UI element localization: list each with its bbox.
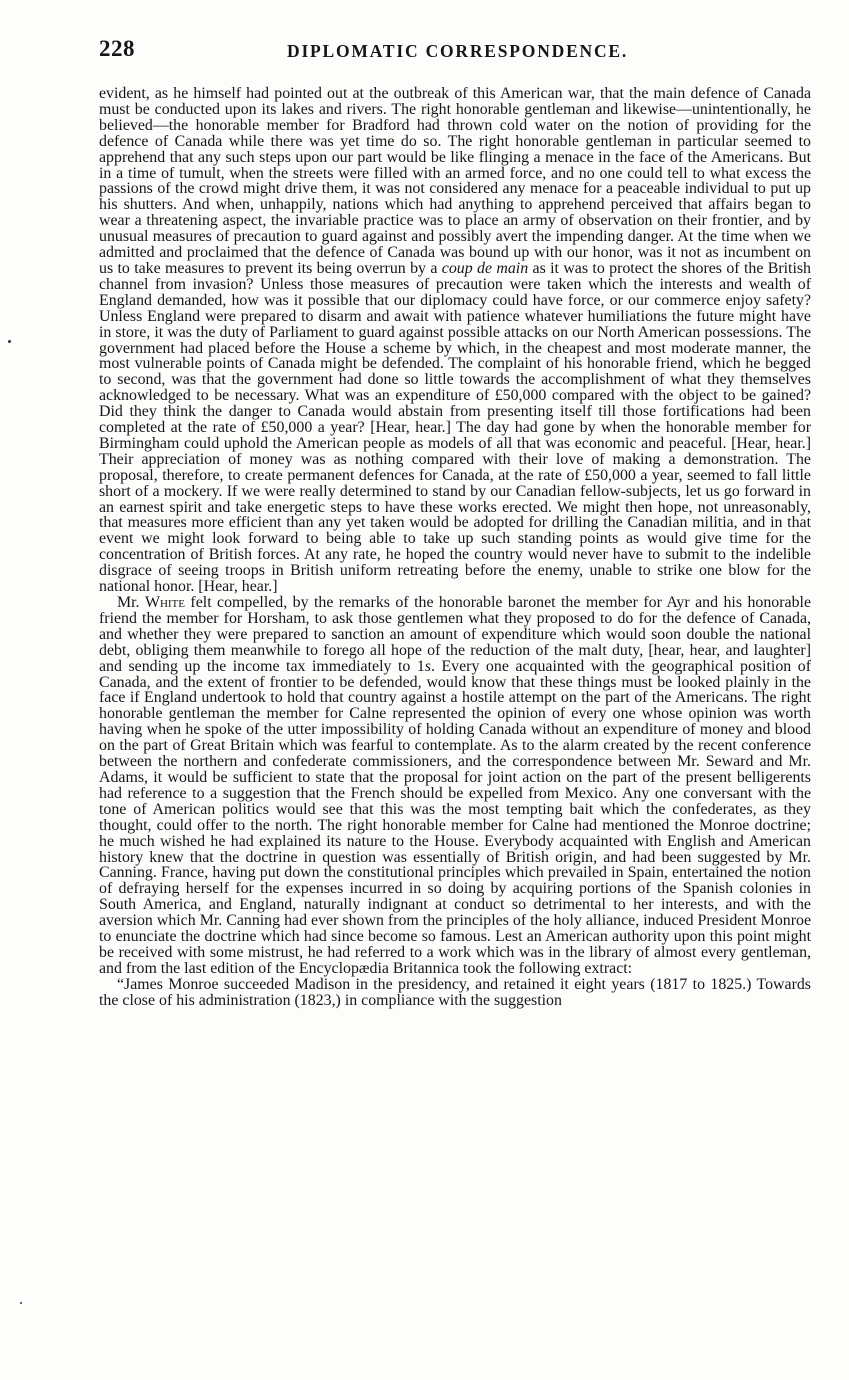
running-title: DIPLOMATIC CORRESPONDENCE. <box>287 41 629 61</box>
paragraph-2-text: felt compelled, by the remarks of the honorable baronet the member for Ayr and his honorable friend the member for Horsham, to ask those gentlemen what they proposed to do for the defence of Canada, and whether they were prepared to sanction an amount of expenditure which would soon double the national debt, obliging them meanwhile to forego all hope of the reduction of the malt duty, [hear, hear, and laughter] and sending up the income tax immediately to 1 <box>99 594 811 675</box>
paragraph-2-text-cont: . Every one acquainted with the geographical position of Canada, and the extent of frontier to be defended, would know that these things must be looked plainly in the face if England undertook to hold that country against a hostile attempt on the part of the Americans. The right honorable gentleman the member for Calne represented the opinion of every one whose opinion was worth having when he spoke of the utter impossibility of holding Canada without an expenditure of money and blood on the part of Great Britain which was fearful to contemplate. As to the alarm created by the recent conference between the northern and confederate commissioners, and the correspondence between Mr. Seward and Mr. Adams, it would be sufficient to state that the proposal for joint action on the part of the present belligerents had reference to a suggestion that the French should be expelled from Mexico. Any one conversant with the tone of American politics would see that this was the most tempting bait which the confederates, as they thought, could offer to the north. The right honorable member for Calne had mentioned the Monroe doctrine; he much wished he had explained its nature to the House. Everybody acquainted with English and American history knew that the doctrine in question was essentially of British origin, and had been suggested by Mr. Canning. France, having put down the constitutional principles which prevailed in Spain, entertained the notion of defraying herself for the expenses incurred in so doing by acquiring portions of the Spanish colonies in South America, and England, naturally indignant at conduct so detrimental to her interests, and with the aversion which Mr. Canning had ever shown from the principles of the holy alliance, induced President Monroe to enunciate the doctrine which had since become so famous. Lest an American authority upon this point might be received with some mistrust, he had referred to a work which was in the library of almost every gentleman, and from the last edition of the Encyclopædia Britannica took the following extract: <box>99 657 811 977</box>
print-speck <box>8 340 11 343</box>
paragraph-3-text: “James Monroe succeeded Madison in the presidency, and retained it eight years (1817 to 1825.) Towards the close of his administration (1823,) in compliance with the suggestion <box>99 975 811 1009</box>
paragraph-2-italic: s <box>424 657 431 675</box>
body-text <box>99 86 811 1009</box>
print-speck <box>20 1302 22 1304</box>
paragraph-3-quote <box>99 977 811 1009</box>
paragraph-1-text-cont: as it was to protect the shores of the British channel from invasion? Unless those measures of precaution were taken which the interests and wealth of England demanded, how was it possible that our diplomacy could have force, or our commerce enjoy safety? Unless England were prepared to disarm and await with patience whatever humiliations the future might have in store, it was the duty of Parliament to guard against possible attacks on our North American possessions. The government had placed before the House a scheme by which, in the cheapest and most moderate manner, the most vulnerable points of Canada might be defended. The complaint of his honorable friend, which he begged to second, was that the government had done so little towards the accomplishment of what they themselves acknowledged to be necessary. What was an expenditure of £50,000 compared with the object to be gained? Did they think the danger to Canada would abstain from presenting itself till those fortifications had been completed at the rate of £50,000 a year? [Hear, hear.] The day had gone by when the honorable member for Birmingham could uphold the American people as models of all that was economic and peaceful. [Hear, hear.] Their appreciation of money was as nothing compared with their love of making a demonstration. The proposal, therefore, to create permanent defences for Canada, at the rate of £50,000 a year, seemed to fall little short of a mockery. If we were really determined to stand by our Canadian fellow-subjects, let us go forward in an earnest spirit and take energetic steps to have these works erected. We might then hope, not unreasonably, that measures more efficient than any yet taken would be adopted for drilling the Canadian militia, and in that event we might look forward to being able to take up such standing points as would give time for the concentration of British forces. At any rate, he hoped the country would never have to submit to the indelible disgrace of seeing troops in British uniform retreating before the enemy, unable to strike one blow for the national honor. [Hear, hear.] <box>99 259 811 596</box>
paragraph-1-italic: coup de main <box>441 259 529 277</box>
speaker-name: White <box>144 594 185 611</box>
paragraph-2-lead: Mr. <box>117 594 145 611</box>
paragraph-1-text: evident, as he himself had pointed out at the outbreak of this American war, that the main defence of Canada must be conducted upon its lakes and rivers. The right honorable gentleman and likewise—unintentionally, he believed—the honorable member for Bradford had thrown cold water on the notion of providing for the defence of Canada while there was yet time do so. The right honorable gentleman in particular seemed to apprehend that any such steps upon our part would be like flinging a menace in the face of the Americans. But in a time of tumult, when the streets were filled with an armed force, and no one could tell to what excess the passions of the crowd might drive them, it was not considered any menace for a peaceable individual to put up his shutters. And when, unhappily, nations which had anything to apprehend perceived that affairs began to wear a threatening aspect, the invariable practice was to place an army of observation on their frontier, and by unusual measures of precaution to guard against and possibly avert the impending danger. At the time when we admitted and proclaimed that the defence of Canada was bound up with our honor, was it not as incumbent on us to take measures to prevent its being overrun by a <box>99 85 811 277</box>
page-header <box>99 36 809 66</box>
paragraph-1 <box>99 86 811 595</box>
page-number: 228 <box>99 36 135 61</box>
paragraph-2 <box>99 595 811 977</box>
